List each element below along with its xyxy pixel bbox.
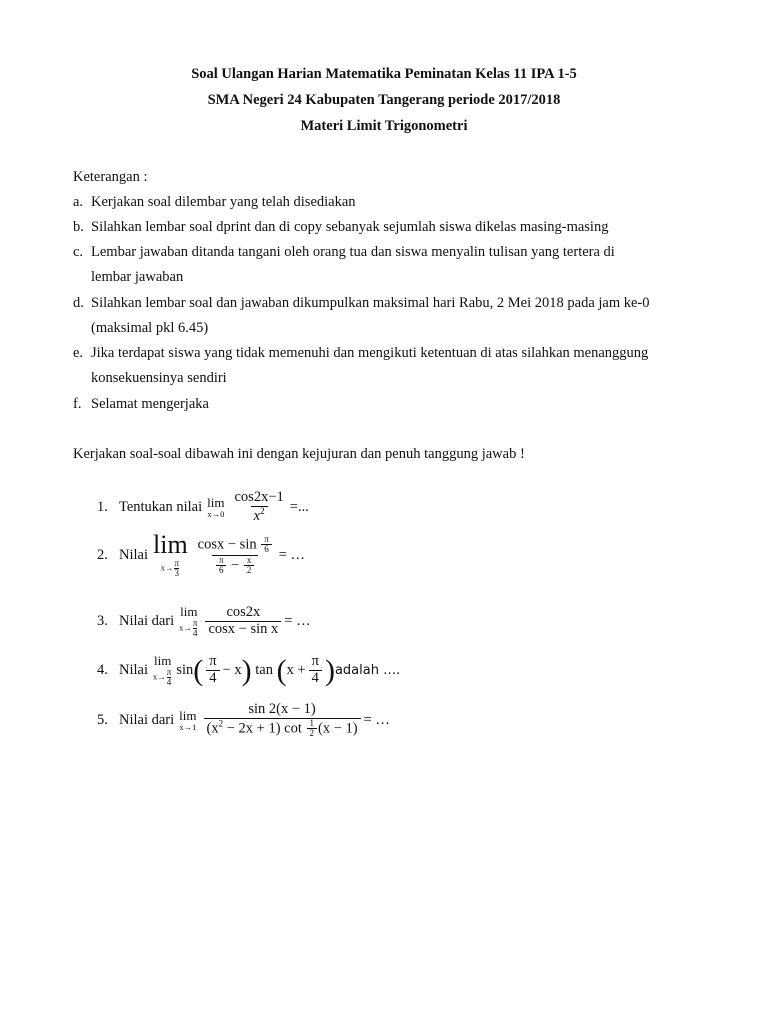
denominator-middle: − 2x + 1) cot: [223, 720, 306, 737]
approach-prefix: x→: [179, 622, 192, 633]
limit-word: lim: [207, 495, 225, 511]
problem-suffix: = …: [363, 711, 390, 728]
approach-denominator: 4: [192, 628, 198, 638]
fraction-denominator: 4: [309, 670, 322, 687]
document-title-line-3: Materi Limit Trigonometri: [300, 118, 468, 134]
fraction: [195, 535, 276, 576]
approach-denominator: 4: [166, 677, 172, 687]
fraction-denominator: 4: [206, 670, 219, 687]
problem-4: [97, 654, 400, 687]
note-text: Lembar jawaban ditanda tangani oleh orang tua dan siswa menyalin tulisan yang tertera di: [91, 244, 615, 260]
half-fraction: [307, 719, 318, 739]
problem-2: [97, 532, 305, 578]
denominator-fraction-b: [244, 556, 255, 576]
problem-suffix: = …: [278, 546, 306, 563]
limit-operator: [179, 709, 196, 732]
fraction-denominator: [204, 718, 361, 739]
limit-word: lim: [180, 604, 198, 619]
fraction-denominator: [212, 555, 258, 576]
approach-prefix: x→: [153, 671, 166, 682]
fraction: [205, 605, 281, 638]
numerator-fraction: [261, 535, 272, 555]
denominator-suffix: (x − 1): [318, 720, 358, 737]
approach-fraction: [174, 559, 179, 578]
note-letter: a.: [73, 194, 84, 210]
denominator-prefix: (x: [206, 720, 219, 737]
problem-prefix: Nilai dari: [119, 613, 175, 629]
problem-suffix: = …: [284, 613, 311, 629]
approach-fraction: [193, 619, 198, 638]
right-paren: ): [241, 653, 252, 687]
note-letter: d.: [73, 295, 84, 311]
fraction: [204, 702, 361, 739]
approach-fraction: [167, 668, 172, 687]
fraction-numerator: cos2x−1: [234, 489, 284, 505]
mini-numerator: π: [218, 554, 224, 565]
fraction-numerator: cos2x: [226, 604, 261, 621]
note-text: Jika terdapat siswa yang tidak memenuhi dan mengikuti ketentuan di atas silahkan menanggung: [91, 345, 649, 361]
note-text: Selamat mengerjaka: [91, 396, 209, 412]
denominator-minus: −: [231, 556, 240, 573]
note-text: Silahkan lembar soal dan jawaban dikumpulkan maksimal hari Rabu, 2 Mei 2018 pada jam ke-0: [91, 295, 650, 311]
problem-suffix: adalah ….: [334, 663, 401, 678]
fraction-numerator: π: [311, 653, 319, 670]
limit-operator: [153, 654, 172, 687]
note-item-f: [73, 396, 713, 413]
problem-prefix: Nilai dari: [119, 711, 175, 728]
function-sin: sin: [176, 662, 194, 678]
note-letter: c.: [73, 244, 84, 260]
mini-numerator: x: [246, 554, 252, 565]
approach-numerator: π: [166, 667, 172, 677]
problem-5: [97, 702, 390, 739]
denominator-fraction-a: [216, 556, 227, 576]
limit-word: lim: [153, 653, 172, 668]
left-paren: (: [193, 653, 204, 687]
left-paren: (: [276, 653, 287, 687]
mini-denominator: 2: [307, 728, 318, 739]
right-paren: ): [324, 653, 335, 687]
fraction-a: [206, 654, 219, 687]
problem-number: 4.: [97, 662, 108, 678]
problem-number: 5.: [97, 711, 108, 728]
fraction-numerator: [195, 535, 276, 555]
problem-1: [97, 490, 309, 525]
mini-denominator: 2: [244, 565, 255, 576]
approach-prefix: x→: [160, 562, 174, 573]
problem-number: 2.: [97, 546, 108, 563]
problem-prefix: Tentukan nilai: [119, 498, 203, 515]
note-text-continued: konsekuensinya sendiri: [91, 370, 227, 386]
fraction-denominator: cosx − sin x: [205, 621, 281, 638]
note-text-continued: (maksimal pkl 6.45): [91, 320, 209, 336]
limit-approach: [161, 559, 180, 578]
limit-word: lim: [153, 530, 188, 559]
note-item-d: [73, 295, 713, 336]
numerator-text: cosx − sin: [197, 535, 257, 552]
approach-denominator: 3: [174, 568, 179, 578]
mini-denominator: 6: [261, 544, 272, 555]
function-tan: tan: [255, 662, 273, 678]
limit-approach: [153, 668, 172, 687]
fraction-numerator: sin 2(x − 1): [248, 701, 316, 717]
note-item-e: [73, 345, 713, 386]
problem-number: 3.: [97, 613, 108, 629]
limit-operator: [153, 532, 188, 578]
fraction: [232, 490, 287, 525]
note-item-c: [73, 244, 713, 285]
note-letter: f.: [73, 396, 82, 412]
note-letter: e.: [73, 345, 84, 361]
mini-numerator: π: [264, 533, 269, 544]
limit-approach: [179, 619, 198, 638]
limit-word: lim: [179, 708, 197, 724]
problem-prefix: Nilai: [119, 546, 148, 563]
term-prefix: x +: [286, 662, 306, 678]
limit-operator: [179, 605, 198, 638]
document-title-line-2: SMA Negeri 24 Kabupaten Tangerang periode 2017/2018: [207, 92, 561, 108]
problem-number: 1.: [97, 498, 108, 515]
note-text: Kerjakan soal dilembar yang telah disediakan: [91, 194, 356, 210]
fraction-denominator: [251, 506, 268, 525]
note-item-b: [73, 219, 713, 236]
problem-3: [97, 605, 311, 638]
limit-operator: [207, 496, 224, 519]
problem-prefix: Nilai: [119, 662, 148, 678]
approach-numerator: π: [174, 558, 179, 568]
denominator-base: x: [253, 507, 261, 524]
fraction-numerator: π: [209, 653, 217, 670]
mini-denominator: 6: [216, 565, 227, 576]
note-text-continued: lembar jawaban: [91, 269, 184, 285]
denominator-exponent: 2: [260, 505, 265, 516]
document-title-line-1: Soal Ulangan Harian Matematika Peminatan Kelas 11 IPA 1-5: [191, 66, 577, 82]
mini-numerator: 1: [309, 717, 315, 728]
problem-suffix: =...: [289, 498, 309, 515]
note-letter: b.: [73, 219, 84, 235]
notes-heading: Keterangan :: [73, 169, 148, 185]
limit-approach: x→1: [179, 722, 197, 733]
note-item-a: [73, 194, 713, 211]
limit-approach: x→0: [207, 509, 225, 520]
fraction-b: [309, 654, 322, 687]
approach-numerator: π: [192, 618, 198, 628]
instruction-text: Kerjakan soal-soal dibawah ini dengan kejujuran dan penuh tanggung jawab !: [73, 446, 525, 462]
note-text: Silahkan lembar soal dprint dan di copy sebanyak sejumlah siswa dikelas masing-masing: [91, 219, 609, 235]
term-rest: − x: [222, 662, 242, 678]
denominator-exponent: 2: [218, 718, 224, 729]
